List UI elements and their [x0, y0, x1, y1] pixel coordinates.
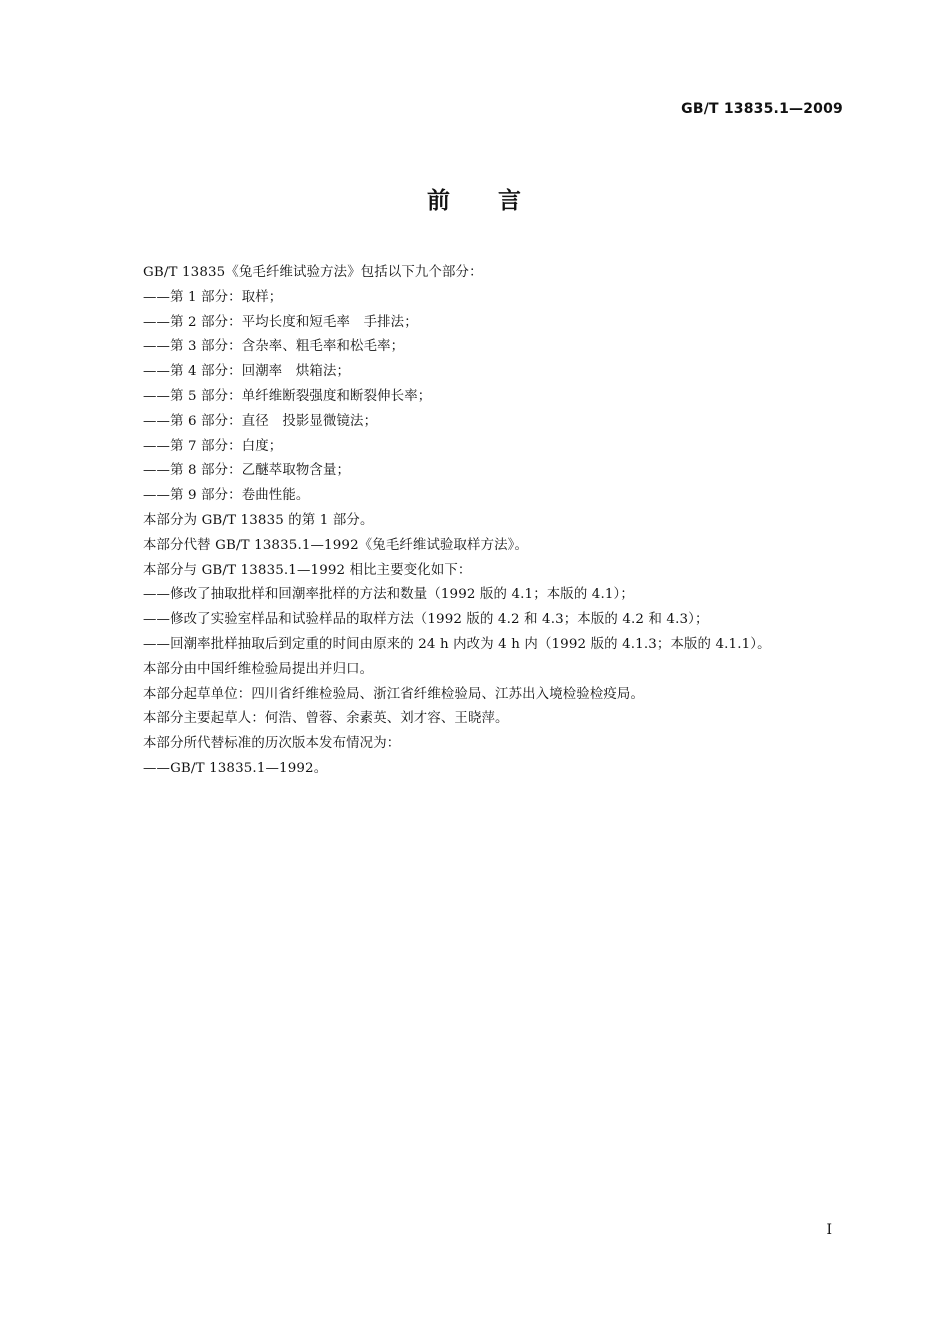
- standard-number: GB/T 13835.1—2009: [681, 101, 843, 117]
- part-list-item: ——第 3 部分：含杂率、粗毛率和松毛率；: [143, 339, 405, 355]
- paragraph-line: 本部分由中国纤维检验局提出并归口。: [143, 661, 374, 677]
- paragraph-line: 本部分主要起草人：何浩、曾蓉、余素英、刘才容、王晓萍。: [143, 711, 509, 727]
- foreword-body: [143, 261, 863, 782]
- part-list-item: ——第 8 部分：乙醚萃取物含量；: [143, 463, 351, 479]
- part-list-item: ——第 6 部分：直径 投影显微镜法；: [143, 413, 378, 429]
- change-list-item: ——修改了抽取批样和回潮率批样的方法和数量（1992 版的 4.1；本版的 4.1）；: [143, 587, 634, 603]
- title-char-1: 前: [427, 188, 452, 214]
- paragraph-line: 本部分起草单位：四川省纤维检验局、浙江省纤维检验局、江苏出入境检验检疫局。: [143, 686, 645, 702]
- paragraph-line: 本部分代替 GB/T 13835.1—1992《兔毛纤维试验取样方法》。: [143, 537, 529, 553]
- part-list-item: ——第 1 部分：取样；: [143, 289, 283, 305]
- intro-line: GB/T 13835《兔毛纤维试验方法》包括以下九个部分：: [143, 265, 483, 280]
- page-title: [0, 182, 950, 215]
- paragraph-line: 本部分与 GB/T 13835.1—1992 相比主要变化如下：: [143, 562, 472, 578]
- part-list-item: ——第 9 部分：卷曲性能。: [143, 488, 310, 504]
- part-list-item: ——第 7 部分：白度；: [143, 438, 283, 454]
- part-list-item: ——第 2 部分：平均长度和短毛率 手排法；: [143, 314, 418, 330]
- page-number: I: [826, 1222, 832, 1238]
- title-char-2: 言: [498, 188, 523, 214]
- part-list-item: ——第 4 部分：回潮率 烘箱法；: [143, 364, 351, 380]
- part-list-item: ——第 5 部分：单纤维断裂强度和断裂伸长率；: [143, 388, 432, 404]
- change-list-item: ——修改了实验室样品和试验样品的取样方法（1992 版的 4.2 和 4.3；本版的 4.2 和 4.3）；: [143, 612, 709, 628]
- paragraph-line: 本部分所代替标准的历次版本发布情况为：: [143, 736, 401, 752]
- change-list-item: ——回潮率批样抽取后到定重的时间由原来的 24 h 内改为 4 h 内（1992 版的 4.1.3；本版的 4.1.1）。: [143, 636, 771, 652]
- paragraph-line: 本部分为 GB/T 13835 的第 1 部分。: [143, 512, 374, 528]
- history-list-item: ——GB/T 13835.1—1992。: [143, 760, 328, 776]
